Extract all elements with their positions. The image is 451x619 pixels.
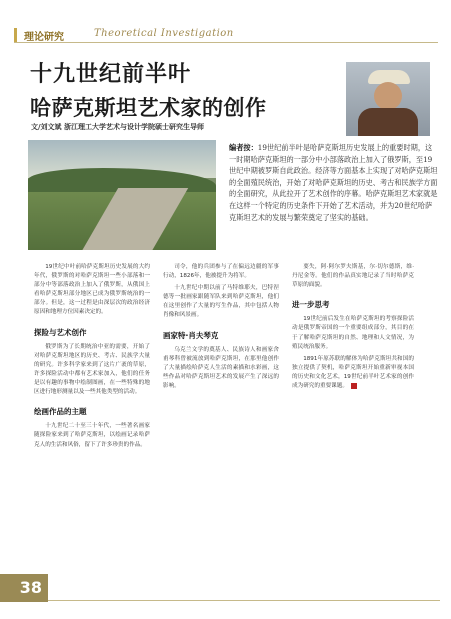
subheading: 进一步思考 [292,300,330,310]
paragraph: 19世纪中叶前哈萨克斯坦历史发展的大约年代，俄罗斯的对哈萨克斯坦一些小部落和一部分中等部落政治上加入了俄罗斯，从俄国上看哈萨克斯坦部分地区已成为俄罗斯统治的一部分。但是，这一过程是由深层次的政治经济原因和地理方位因素决定的。 [34,264,150,316]
paragraph: 要失，阿·阿尔罗夫斯基，尔·切尔德斯，维·丹尼金等。他们的作品真实地记录了当时哈萨克草原的面貌。 [292,264,414,289]
author-portrait-image [346,62,430,136]
end-mark-icon [351,383,357,389]
body-column-3 [292,263,414,394]
subheading: 探险与艺术创作 [34,327,87,337]
section-header [14,28,438,43]
paragraph: 19世纪前后发生在哈萨克斯坦的考察探险活动是俄罗斯帝国的一个重要组成部分，其目的在于了解哈萨克斯坦的自然、地理和人文情况，为殖民统治服务。 [292,316,414,350]
editor-note-text: 19世纪前半叶是哈萨克斯坦历史发展上的重要时期，这一时期哈萨克斯坦的一部分中小部落政治上加入了俄罗斯，至19世纪中期被罗斯自此政治。经济等方面基本上实现了对哈萨克斯坦的全面殖民统治，开始了对哈萨克斯坦的历史、考古和民族学方面的全面研究，从此拉开了艺术创作的序幕。哈萨克斯坦艺术家就是在这样一个特定的历史条件下开始了艺术活动，并为20世纪哈萨克斯坦艺术的发展与繁荣奠定了坚实的基础。 [229,143,438,222]
steppe-landscape-photo [28,140,216,250]
portrait-body [358,108,418,136]
author-byline: 文/刘文斌 浙江理工大学艺术与设计学院硕士研究生导师 [31,123,204,131]
section-title: 理论研究 [24,32,64,43]
paragraph: 司令，他的兵团参与了在偏远边疆的军事行动，1826年，他被提升为将军。 [163,264,279,280]
section-title-english: Theoretical Investigation [94,28,234,39]
page-number: 38 [0,574,48,602]
paragraph [292,355,414,391]
body-column-2 [163,263,279,394]
paragraph: 俄罗斯为了长期统治中亚的需要，开始了对哈萨克斯坦地区的历史、考古、民族学大量的研究。许多科学家来到了这片广袤的草原，许多探险活动中都有艺术家加入，他们的任务是以有趣的事物中绘制图画，在一些特殊的地区进行地形测量以及一些其他类型的活动。 [34,343,150,396]
body-column-1 [34,263,150,453]
article-title-line-1: 十九世纪前半叶 [30,62,192,87]
paragraph: 乌克兰文学的奠基人、民族诗人和画家舍甫琴科曾被流放到哈萨克斯坦，在那里他创作了大量描绘哈萨克人生活的素描和水彩画，这些作品对哈萨克斯坦艺术的发展产生了深远的影响。 [163,346,279,390]
header-accent-bar [14,28,17,42]
paragraph-text: 1891年原苏联的解体为哈萨克斯坦共和国的独立提供了契机，哈萨克斯坦开始重新审视本国的历史和文化艺术，19世纪前半叶艺术家的创作成为研究的重要课题。 [292,355,414,390]
subheading: 绘画作品的主题 [34,407,87,417]
paragraph: 十九世纪二十至三十年代，一些著名画家随探险家来到了哈萨克斯坦，以绘画记录哈萨克人的生活和风俗，留下了许多珍贵的作品。 [34,423,150,448]
footer-rule [48,600,440,601]
paragraph: 十九世纪中期以前了马特维耶夫，巴特涅德等一批画家跟随军队来到哈萨克斯坦，他们在这里创作了大量的写生作品，其中包括人物肖像和风景画。 [163,285,279,319]
editor-note-label: 编者按： [229,143,258,152]
subheading: 画家特·肖夫琴克 [163,330,219,340]
portrait-face [374,82,402,110]
editor-note [229,142,439,223]
article-title-line-2: 哈萨克斯坦艺术家的创作 [30,96,267,120]
